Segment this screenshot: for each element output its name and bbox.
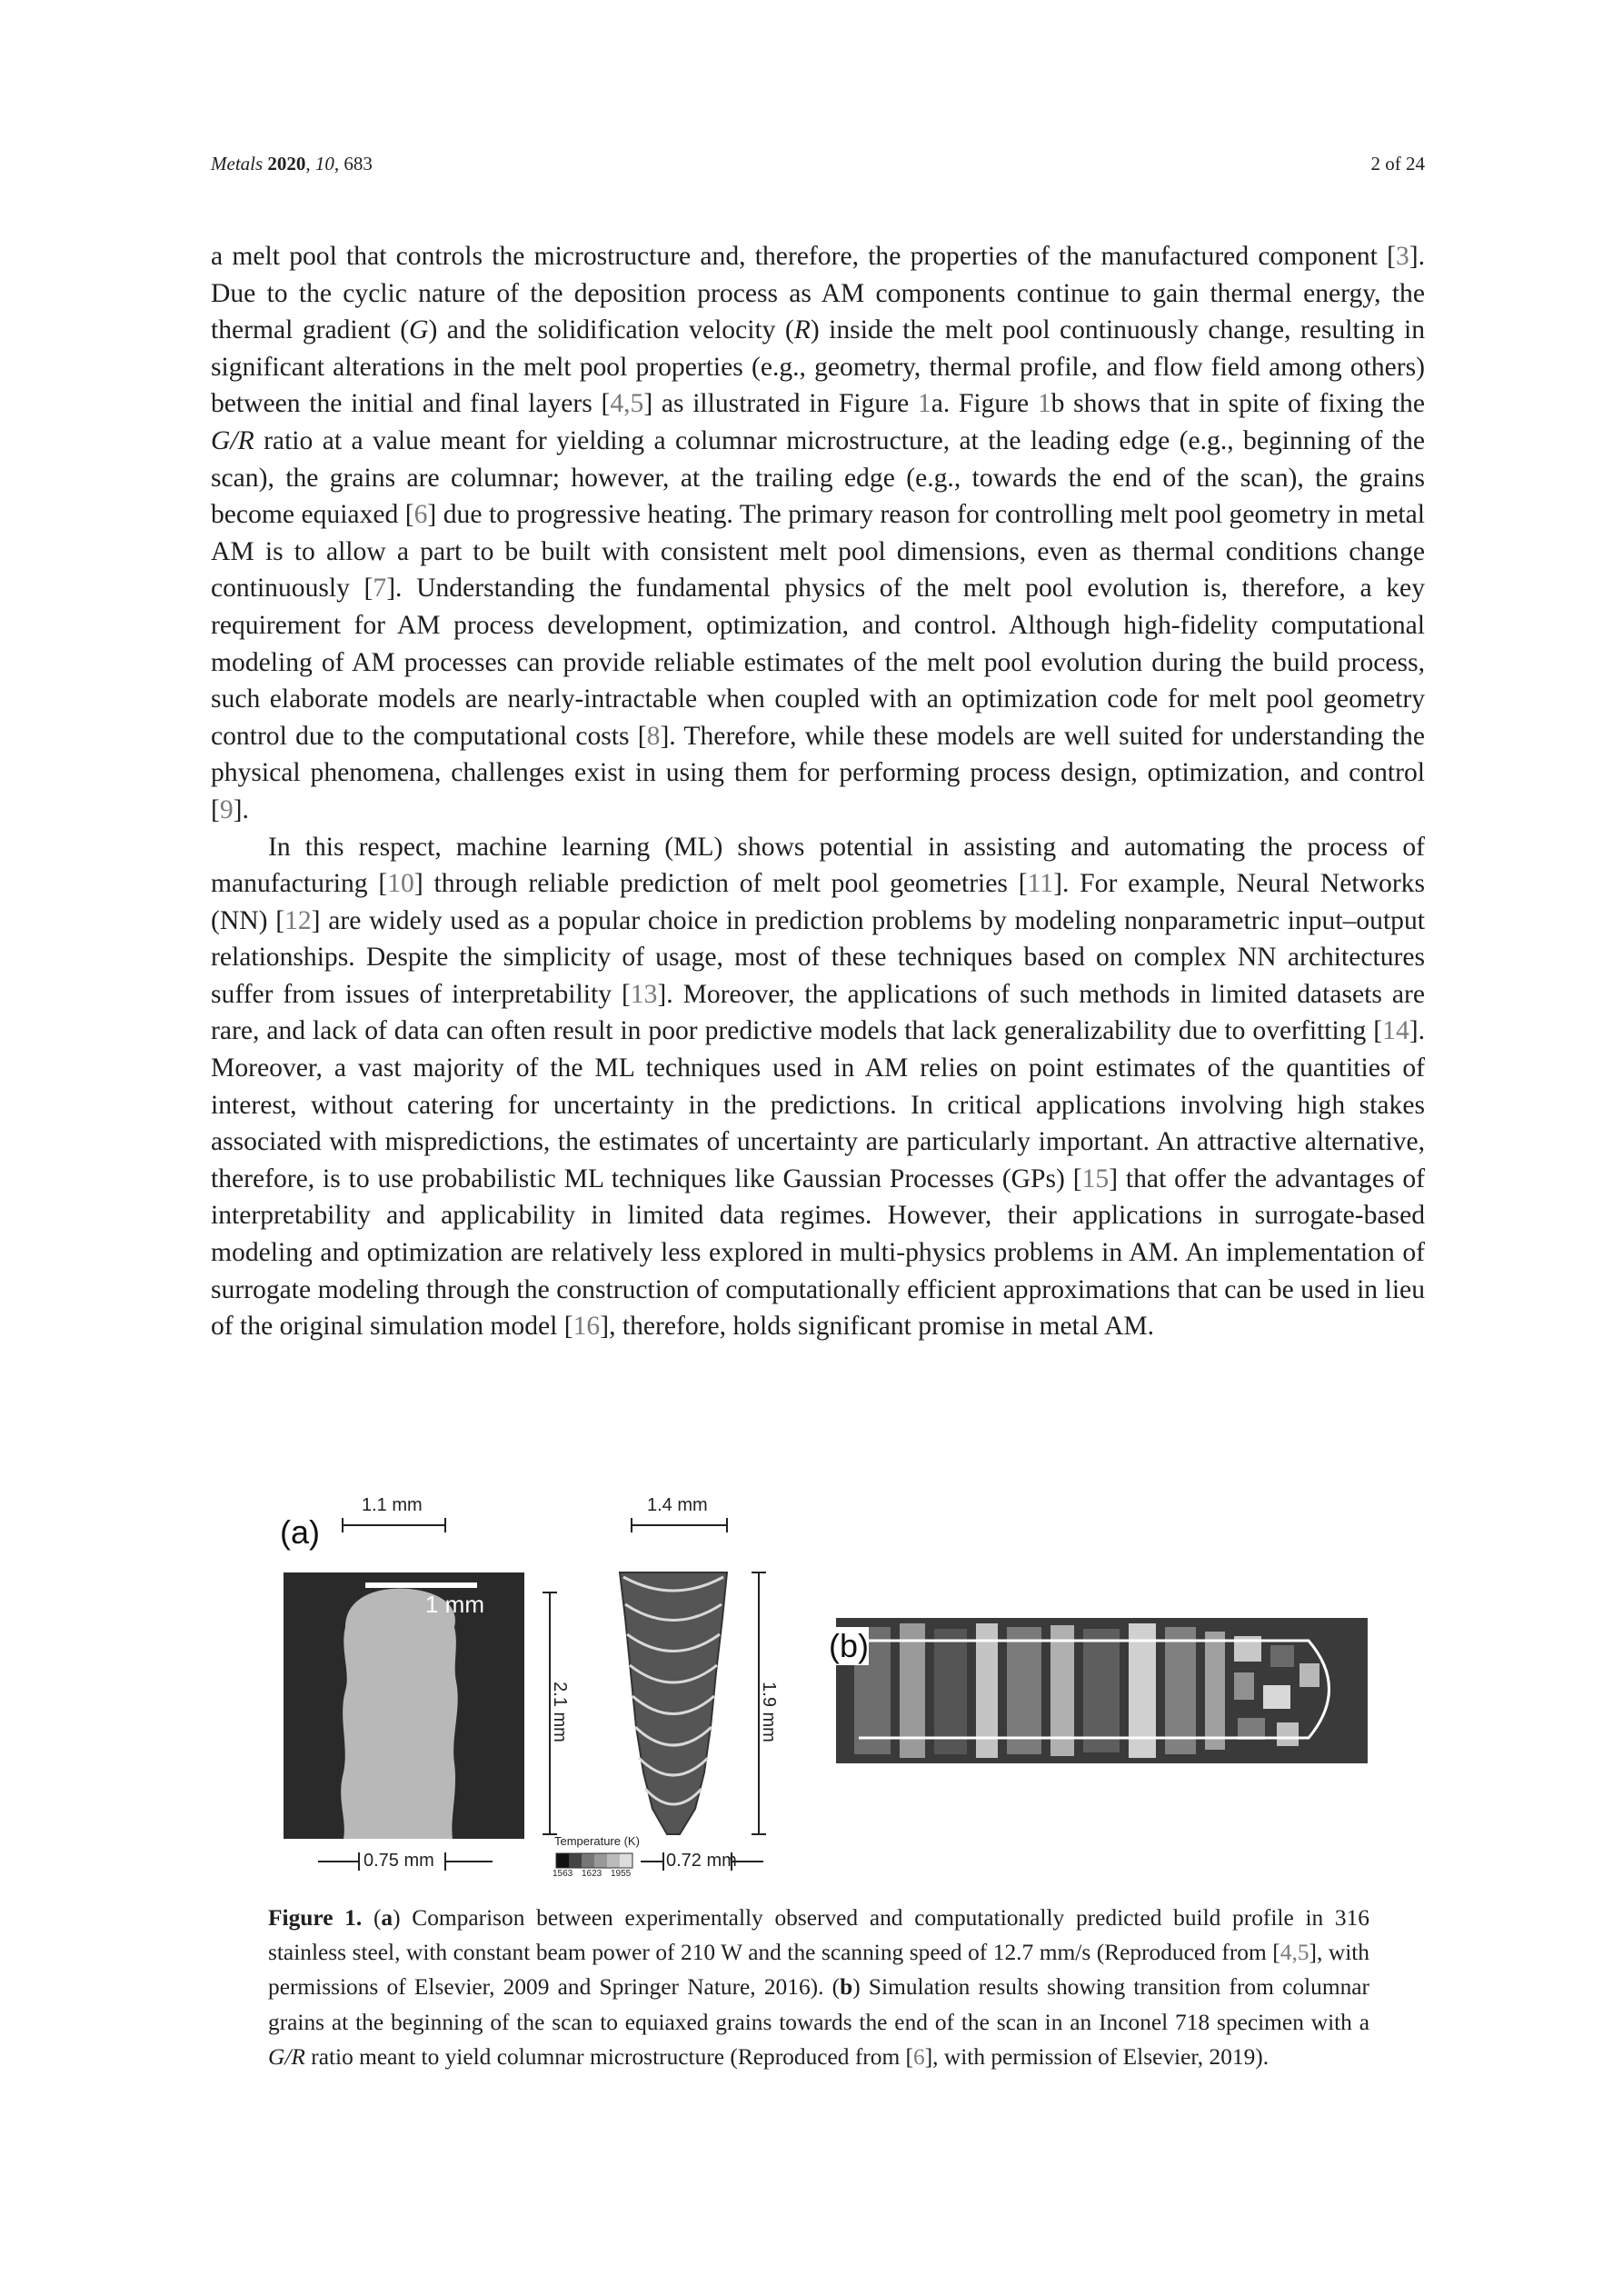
figure-1 (273, 1491, 1372, 1882)
figure-link[interactable]: 1 (1037, 389, 1051, 419)
build-profile (341, 1589, 458, 1839)
citation-link[interactable]: 4 (610, 389, 624, 419)
citation-link[interactable]: 12 (284, 905, 312, 935)
panel-label-b: (b) (829, 1627, 869, 1664)
paragraph: In this respect, machine learning (ML) shows potential in assisting and automating the process of manufacturing [10] through reliable prediction of melt pool geometries [11]. For example, Neural Networks (NN) [12] are widely used as a popular choice in prediction problems by modeling nonparametric input–output relationships. Despite the simplicity of usage, most of these techniques based on complex NN architectures suffer from issues of interpretability [13]. Moreover, the applications of such methods in limited datasets are rare, and lack of data can often result in poor predictive models that lack generalizability due to overfitting [14]. Moreover, a vast majority of the ML techniques used in AM relies on point estimates of the quantities of interest, without catering for uncertainty in the predictions. In critical applications involving high stakes associated with mispredictions, the estimates of uncertainty are particularly important. An attractive alternative, therefore, is to use probabilistic ML techniques like Gaussian Processes (GPs) [15] that offer the advantages of interpretability and applicability in limited data regimes. However, their applications in surrogate-based modeling and optimization are relatively less explored in multi-physics problems in AM. An implementation of surrogate modeling through the construction of computationally efficient approximations that can be used in lieu of the original simulation model [16], therefore, holds significant promise in metal AM. (211, 832, 1425, 1342)
dimension-label: 0.72 mm (666, 1851, 737, 1871)
legend-tick: 1623 (582, 1869, 602, 1879)
citation-link[interactable]: 5 (630, 389, 644, 419)
legend-tick: 1955 (611, 1869, 632, 1879)
paragraph: a melt pool that controls the microstructure and, therefore, the properties of the manufactured component [3]. Due to the cyclic nature of the deposition process as AM components continue to gain thermal energy, the thermal gradient (G) and the solidification velocity (R) inside the melt pool continuously change, resulting in significant alterations in the melt pool properties (e.g., geometry, thermal profile, and flow field among others) between the initial and final layers [4,5] as illustrated in Figure 1a. Figure 1b shows that in spite of fixing the G/R ratio at a value meant for yielding a columnar microstructure, at the leading edge (e.g., beginning of the scan), the grains are columnar; however, at the trailing edge (e.g., towards the end of the scan), the grains become equiaxed [6] due to progressive heating. The primary reason for controlling melt pool geometry in metal AM is to allow a part to be built with consistent melt pool dimensions, even as thermal conditions change continuously [7]. Understanding the fundamental physics of the melt pool evolution is, therefore, a key requirement for AM process development, optimization, and control. Although high-fidelity computational modeling of AM processes can provide reliable estimates of the melt pool evolution during the build process, such elaborate models are nearly-intractable when coupled with an optimization code for melt pool geometry control due to the computational costs [8]. Therefore, while these models are well suited for understanding the physical phenomena, challenges exist in using them for performing process design, optimization, and control [9]. (211, 242, 1425, 824)
legend-tick: 1563 (553, 1869, 573, 1879)
journal-citation: Metals 2020, 10, 683 (211, 153, 373, 175)
citation-link[interactable]: 9 (219, 794, 234, 824)
citation-link[interactable]: 13 (630, 979, 658, 1009)
dimension-label: 1.4 mm (647, 1495, 708, 1515)
dimension-label: 2.1 mm (549, 1682, 570, 1742)
figure-graphics (273, 1491, 1372, 1882)
figure-link[interactable]: 1 (917, 389, 931, 419)
dimension-bracket (343, 1518, 445, 1532)
citation-link[interactable]: 10 (387, 869, 414, 899)
scale-bar-label: 1 mm (425, 1591, 484, 1618)
citation-link[interactable]: 6 (413, 500, 428, 530)
citation-link[interactable]: 4 (1279, 1940, 1292, 1966)
running-header (211, 153, 1425, 189)
citation-link[interactable]: 6 (913, 2043, 925, 2070)
body-text (211, 238, 1425, 1345)
citation-link[interactable]: 8 (646, 721, 661, 751)
dimension-bracket (632, 1518, 727, 1532)
page-number: 2 of 24 (1370, 153, 1425, 175)
dimension-label: 0.75 mm (363, 1851, 434, 1871)
citation-link[interactable]: 14 (1382, 1016, 1409, 1046)
citation-link[interactable]: 11 (1027, 869, 1054, 899)
grain-simulation (836, 1618, 1368, 1763)
citation-link[interactable]: 3 (1395, 242, 1409, 271)
panel-label-a: (a) (280, 1513, 320, 1551)
citation-link[interactable]: 7 (373, 574, 387, 604)
dimension-label: 1.9 mm (758, 1682, 779, 1742)
simulated-build-profile (620, 1572, 727, 1834)
citation-link[interactable]: 5 (1297, 1940, 1309, 1966)
temperature-legend-bar (556, 1853, 632, 1868)
legend-title: Temperature (K) (554, 1834, 640, 1848)
citation-link[interactable]: 15 (1081, 1163, 1110, 1193)
figure-caption: Figure 1. (a) Comparison between experimentally observed and computationally predicted build profile in 316 stainless steel, with constant beam power of 210 W and the scanning speed of 12.7 mm/s (Reproduced from [4,5], with permissions of Elsevier, 2009 and Springer Nature, 2016). (b) Simulation results showing transition from columnar grains at the beginning of the scan to equiaxed grains towards the end of the scan in an Inconel 718 specimen with a G/R ratio meant to yield columnar microstructure (Reproduced from [6], with permission of Elsevier, 2019). (268, 1905, 1370, 2070)
dimension-label: 1.1 mm (362, 1495, 423, 1515)
citation-link[interactable]: 16 (573, 1312, 601, 1342)
